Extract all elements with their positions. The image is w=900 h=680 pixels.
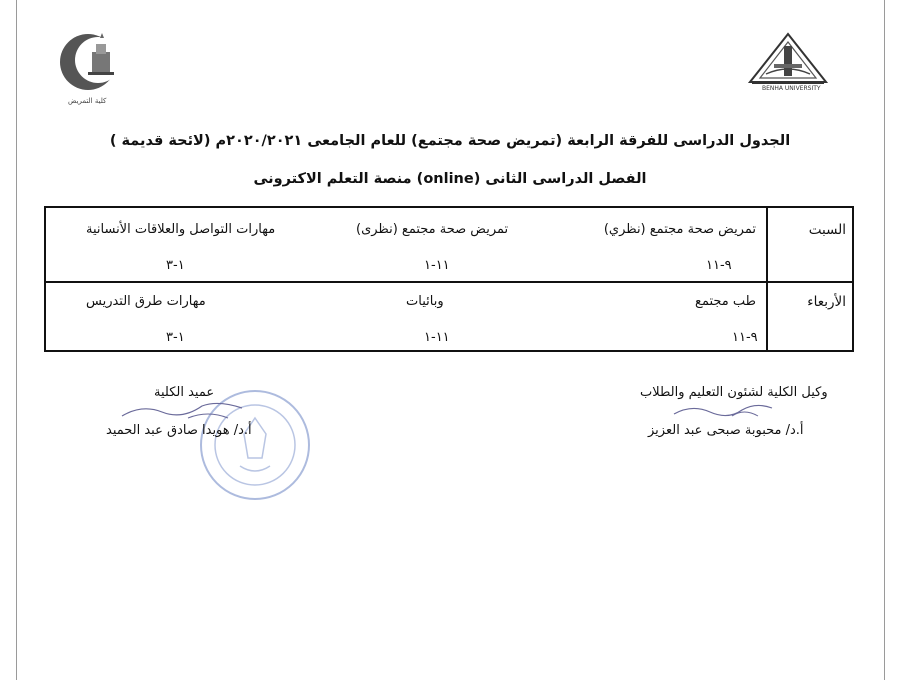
session-subject: مهارات التواصل والعلاقات الأنسانية bbox=[86, 222, 276, 237]
schedule-title: الجدول الدراسى للفرقة الرابعة (تمريض صحة مجتمع) للعام الجامعى ٢٠٢٠/٢٠٢١م (لائحة قديمة ) bbox=[109, 133, 791, 149]
session-time: ٩-١١ bbox=[732, 330, 758, 345]
dean-name: أ.د/ هويدا صادق عبد الحميد bbox=[106, 423, 252, 438]
svg-text:كلية التمريض: كلية التمريض bbox=[68, 97, 107, 105]
vice-dean-signature bbox=[672, 398, 782, 422]
session-time: ١-٣ bbox=[166, 330, 185, 345]
session-subject: طب مجتمع bbox=[695, 294, 756, 309]
session-time: ١١-١ bbox=[424, 258, 450, 273]
session-subject: تمريض صحة مجتمع (نظرى) bbox=[356, 222, 509, 237]
day-wednesday: الأربعاء bbox=[807, 294, 846, 310]
session-time: ١١-١ bbox=[424, 330, 450, 345]
scan-edge-right bbox=[884, 0, 885, 680]
session-subject: مهارات طرق التدريس bbox=[86, 294, 206, 309]
vice-dean-title: وكيل الكلية لشئون التعليم والطلاب bbox=[640, 385, 828, 400]
day-column-divider bbox=[766, 208, 768, 350]
session-time: ١-٣ bbox=[166, 258, 185, 273]
session-subject: تمريض صحة مجتمع (نظري) bbox=[603, 222, 756, 237]
scan-edge-left bbox=[16, 0, 17, 680]
row-divider bbox=[46, 281, 852, 283]
svg-text:BENHA UNIVERSITY: BENHA UNIVERSITY bbox=[762, 85, 821, 92]
schedule-subtitle: الفصل الدراسى الثانى (online) منصة التعلم الاكترونى bbox=[253, 171, 647, 187]
session-subject: وبائيات bbox=[406, 294, 444, 309]
nursing-faculty-logo bbox=[52, 30, 132, 108]
day-saturday: السبت bbox=[808, 222, 846, 238]
session-time: ٩-١١ bbox=[706, 258, 732, 273]
dean-signature bbox=[118, 396, 248, 424]
dean-title: عميد الكلية bbox=[154, 385, 215, 400]
benha-university-logo bbox=[744, 28, 832, 92]
vice-dean-name: أ.د/ محبوبة صبحى عبد العزيز bbox=[648, 423, 804, 438]
schedule-table bbox=[44, 206, 854, 352]
